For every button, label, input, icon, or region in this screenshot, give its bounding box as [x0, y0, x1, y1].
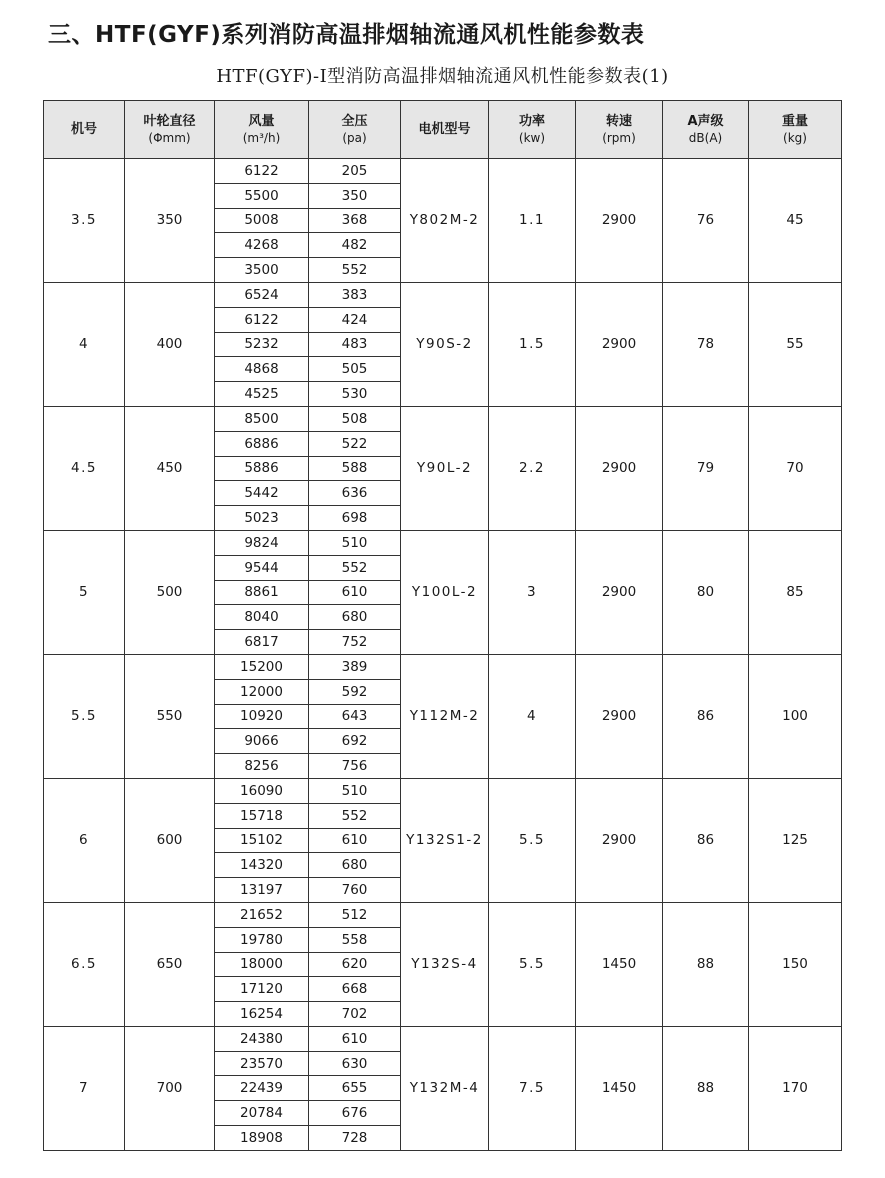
header-cell: 电机型号: [401, 101, 489, 159]
total-pressure-cell: 760: [309, 878, 401, 903]
motor-model-cell: Y132M-4: [401, 1026, 489, 1150]
noise-level-cell: 76: [663, 159, 749, 283]
noise-level-cell: 80: [663, 530, 749, 654]
airflow-cell: 15200: [215, 654, 309, 679]
airflow-cell: 5886: [215, 456, 309, 481]
model-number-cell: 4.5: [44, 406, 125, 530]
impeller-diameter-cell: 400: [125, 282, 215, 406]
section-title: 三、HTF(GYF)系列消防高温排烟轴流通风机性能参数表: [48, 22, 645, 48]
total-pressure-cell: 350: [309, 183, 401, 208]
total-pressure-cell: 510: [309, 530, 401, 555]
airflow-cell: 13197: [215, 878, 309, 903]
airflow-cell: 6122: [215, 159, 309, 184]
total-pressure-cell: 698: [309, 506, 401, 531]
airflow-cell: 6886: [215, 431, 309, 456]
airflow-cell: 4525: [215, 382, 309, 407]
total-pressure-cell: 483: [309, 332, 401, 357]
total-pressure-cell: 643: [309, 704, 401, 729]
airflow-cell: 9544: [215, 555, 309, 580]
total-pressure-cell: 389: [309, 654, 401, 679]
model-number-cell: 5: [44, 530, 125, 654]
total-pressure-cell: 630: [309, 1051, 401, 1076]
model-number-cell: 4: [44, 282, 125, 406]
speed-cell: 2900: [576, 282, 663, 406]
total-pressure-cell: 728: [309, 1126, 401, 1151]
total-pressure-cell: 512: [309, 902, 401, 927]
total-pressure-cell: 588: [309, 456, 401, 481]
impeller-diameter-cell: 450: [125, 406, 215, 530]
total-pressure-cell: 668: [309, 977, 401, 1002]
total-pressure-cell: 752: [309, 630, 401, 655]
power-cell: 2.2: [489, 406, 576, 530]
motor-model-cell: Y90S-2: [401, 282, 489, 406]
airflow-cell: 6524: [215, 282, 309, 307]
airflow-cell: 10920: [215, 704, 309, 729]
total-pressure-cell: 592: [309, 679, 401, 704]
airflow-cell: 6122: [215, 307, 309, 332]
impeller-diameter-cell: 700: [125, 1026, 215, 1150]
table-body: [44, 159, 842, 1151]
header-row: [44, 101, 842, 159]
airflow-cell: 16254: [215, 1002, 309, 1027]
table-title: HTF(GYF)-I型消防高温排烟轴流通风机性能参数表(1): [216, 66, 669, 87]
header-cell: 全压 (pa): [309, 101, 401, 159]
total-pressure-cell: 383: [309, 282, 401, 307]
speed-cell: 1450: [576, 902, 663, 1026]
total-pressure-cell: 552: [309, 803, 401, 828]
airflow-cell: 4268: [215, 233, 309, 258]
total-pressure-cell: 508: [309, 406, 401, 431]
airflow-cell: 20784: [215, 1101, 309, 1126]
table-row: [44, 159, 842, 184]
table-row: [44, 1026, 842, 1051]
total-pressure-cell: 205: [309, 159, 401, 184]
table-row: [44, 406, 842, 431]
noise-level-cell: 86: [663, 654, 749, 778]
speed-cell: 2900: [576, 530, 663, 654]
weight-cell: 170: [749, 1026, 842, 1150]
airflow-cell: 9824: [215, 530, 309, 555]
motor-model-cell: Y100L-2: [401, 530, 489, 654]
impeller-diameter-cell: 500: [125, 530, 215, 654]
airflow-cell: 14320: [215, 853, 309, 878]
airflow-cell: 18908: [215, 1126, 309, 1151]
airflow-cell: 5500: [215, 183, 309, 208]
weight-cell: 100: [749, 654, 842, 778]
speed-cell: 2900: [576, 159, 663, 283]
impeller-diameter-cell: 350: [125, 159, 215, 283]
total-pressure-cell: 505: [309, 357, 401, 382]
total-pressure-cell: 610: [309, 828, 401, 853]
table-row: [44, 282, 842, 307]
motor-model-cell: Y112M-2: [401, 654, 489, 778]
weight-cell: 55: [749, 282, 842, 406]
airflow-cell: 21652: [215, 902, 309, 927]
impeller-diameter-cell: 600: [125, 778, 215, 902]
airflow-cell: 18000: [215, 952, 309, 977]
model-number-cell: 5.5: [44, 654, 125, 778]
table-row: [44, 530, 842, 555]
airflow-cell: 6817: [215, 630, 309, 655]
airflow-cell: 22439: [215, 1076, 309, 1101]
speed-cell: 2900: [576, 406, 663, 530]
total-pressure-cell: 552: [309, 258, 401, 283]
power-cell: 7.5: [489, 1026, 576, 1150]
noise-level-cell: 88: [663, 902, 749, 1026]
speed-cell: 2900: [576, 778, 663, 902]
header-cell: 重量 (kg): [749, 101, 842, 159]
weight-cell: 45: [749, 159, 842, 283]
total-pressure-cell: 610: [309, 580, 401, 605]
airflow-cell: 15102: [215, 828, 309, 853]
airflow-cell: 8861: [215, 580, 309, 605]
table-row: [44, 654, 842, 679]
header-cell: 转速 (rpm): [576, 101, 663, 159]
total-pressure-cell: 424: [309, 307, 401, 332]
total-pressure-cell: 676: [309, 1101, 401, 1126]
model-number-cell: 3.5: [44, 159, 125, 283]
airflow-cell: 19780: [215, 927, 309, 952]
model-number-cell: 6.5: [44, 902, 125, 1026]
total-pressure-cell: 680: [309, 853, 401, 878]
power-cell: 5.5: [489, 778, 576, 902]
airflow-cell: 4868: [215, 357, 309, 382]
airflow-cell: 8500: [215, 406, 309, 431]
airflow-cell: 9066: [215, 729, 309, 754]
total-pressure-cell: 756: [309, 754, 401, 779]
model-number-cell: 6: [44, 778, 125, 902]
power-cell: 3: [489, 530, 576, 654]
speed-cell: 2900: [576, 654, 663, 778]
weight-cell: 70: [749, 406, 842, 530]
total-pressure-cell: 552: [309, 555, 401, 580]
total-pressure-cell: 482: [309, 233, 401, 258]
total-pressure-cell: 620: [309, 952, 401, 977]
noise-level-cell: 79: [663, 406, 749, 530]
airflow-cell: 16090: [215, 778, 309, 803]
power-cell: 1.5: [489, 282, 576, 406]
airflow-cell: 8040: [215, 605, 309, 630]
airflow-cell: 23570: [215, 1051, 309, 1076]
noise-level-cell: 86: [663, 778, 749, 902]
speed-cell: 1450: [576, 1026, 663, 1150]
airflow-cell: 12000: [215, 679, 309, 704]
airflow-cell: 8256: [215, 754, 309, 779]
total-pressure-cell: 702: [309, 1002, 401, 1027]
total-pressure-cell: 655: [309, 1076, 401, 1101]
header-cell: 功率 (kw): [489, 101, 576, 159]
table-row: [44, 902, 842, 927]
weight-cell: 125: [749, 778, 842, 902]
header-cell: A声级 dB(A): [663, 101, 749, 159]
noise-level-cell: 88: [663, 1026, 749, 1150]
airflow-cell: 5023: [215, 506, 309, 531]
motor-model-cell: Y90L-2: [401, 406, 489, 530]
airflow-cell: 3500: [215, 258, 309, 283]
total-pressure-cell: 368: [309, 208, 401, 233]
total-pressure-cell: 558: [309, 927, 401, 952]
total-pressure-cell: 510: [309, 778, 401, 803]
power-cell: 5.5: [489, 902, 576, 1026]
power-cell: 4: [489, 654, 576, 778]
table-row: [44, 778, 842, 803]
weight-cell: 150: [749, 902, 842, 1026]
performance-table: [43, 100, 842, 1151]
total-pressure-cell: 692: [309, 729, 401, 754]
header-cell: 机号: [44, 101, 125, 159]
noise-level-cell: 78: [663, 282, 749, 406]
impeller-diameter-cell: 650: [125, 902, 215, 1026]
header-cell: 叶轮直径 (Φmm): [125, 101, 215, 159]
header-cell: 风量 (m³/h): [215, 101, 309, 159]
airflow-cell: 15718: [215, 803, 309, 828]
total-pressure-cell: 680: [309, 605, 401, 630]
airflow-cell: 5232: [215, 332, 309, 357]
airflow-cell: 17120: [215, 977, 309, 1002]
model-number-cell: 7: [44, 1026, 125, 1150]
motor-model-cell: Y802M-2: [401, 159, 489, 283]
airflow-cell: 5442: [215, 481, 309, 506]
weight-cell: 85: [749, 530, 842, 654]
total-pressure-cell: 530: [309, 382, 401, 407]
motor-model-cell: Y132S-4: [401, 902, 489, 1026]
power-cell: 1.1: [489, 159, 576, 283]
airflow-cell: 5008: [215, 208, 309, 233]
total-pressure-cell: 636: [309, 481, 401, 506]
total-pressure-cell: 522: [309, 431, 401, 456]
motor-model-cell: Y132S1-2: [401, 778, 489, 902]
total-pressure-cell: 610: [309, 1026, 401, 1051]
impeller-diameter-cell: 550: [125, 654, 215, 778]
airflow-cell: 24380: [215, 1026, 309, 1051]
